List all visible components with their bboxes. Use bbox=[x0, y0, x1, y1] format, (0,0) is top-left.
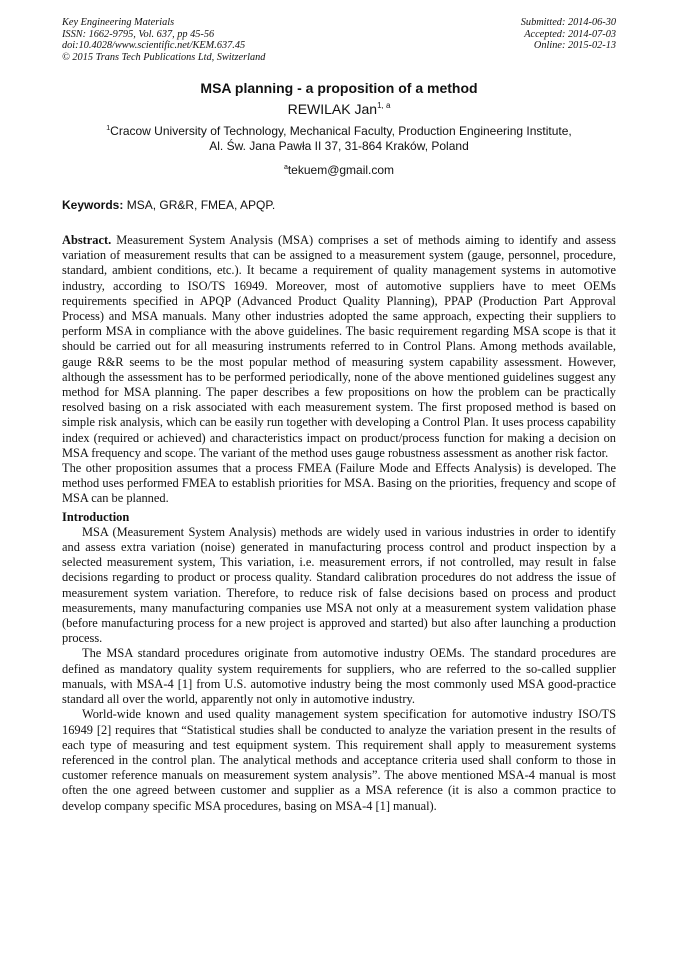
copyright-line: © 2015 Trans Tech Publications Ltd, Switzerland bbox=[62, 51, 266, 63]
submitted-date: Submitted: 2014-06-30 bbox=[520, 17, 616, 28]
affiliation-text-1: Cracow University of Technology, Mechanical Faculty, Production Engineering Institute, bbox=[110, 124, 572, 138]
email-superscript: a bbox=[283, 164, 288, 171]
keywords bbox=[62, 198, 616, 213]
intro-paragraph-1: MSA (Measurement System Analysis) methods are widely used in various industries in order to identify and assess extra variation (noise) generated in manufacturing process control and product inspection by a selected measurement system, This variation, i.e. measurement errors, if not controlled, may result in false decisions regarding to product or process quality. Standard calibration procedures do not address the issue of measurement system variation. Therefore, to reduce risk of false decisions based on process and product measurements, many manufacturing companies use MSA not only at a measurement system validation phase (before manufacturing process for a new project is approved and started) but also after launching a production process. bbox=[62, 524, 616, 646]
author-name: REWILAK Jan bbox=[287, 101, 378, 117]
publication-header bbox=[62, 17, 616, 63]
keywords-label: Keywords: bbox=[62, 198, 124, 212]
abstract bbox=[62, 233, 616, 507]
header-right bbox=[521, 17, 616, 63]
journal-name: Key Engineering Materials bbox=[62, 17, 175, 28]
issn-line: ISSN: 1662-9795, Vol. 637, pp 45-56 bbox=[62, 28, 215, 40]
author-line bbox=[62, 100, 616, 118]
header-left bbox=[62, 17, 265, 63]
email-address: tekuem@gmail.com bbox=[287, 163, 395, 177]
affiliation-line-2: Al. Św. Jana Pawła II 37, 31-864 Kraków, Poland bbox=[209, 139, 469, 153]
introduction-body bbox=[62, 525, 616, 814]
online-date: Online: 2015-02-13 bbox=[533, 40, 616, 51]
author-superscript: 1, a bbox=[377, 101, 391, 110]
abstract-label: Abstract. bbox=[62, 233, 112, 247]
affiliation-line-1 bbox=[62, 124, 616, 139]
abstract-paragraph-1 bbox=[62, 233, 616, 461]
author-email bbox=[62, 163, 616, 178]
intro-paragraph-3: World-wide known and used quality management system specification for automotive industry ISO/TS 16949 [2] requires that “Statistical studies shall be conducted to analyze the variation present in the results of each type of measuring and test equipment system. This requirement shall apply to measurement systems referenced in the control plan. The analytical methods and acceptance criteria used shall conform to those in customer reference manuals on measurement system analysis”. The above mentioned MSA-4 manual is most often the one agreed between customer and supplier as a MSA reference (it is also a common practice to develop company specific MSA procedures, basing on MSA-4 [1] manual). bbox=[62, 707, 616, 813]
affiliation bbox=[62, 124, 616, 154]
abstract-paragraph-2: The other proposition assumes that a process FMEA (Failure Mode and Effects Analysis) is developed. The method uses performed FMEA to establish priorities for MSA. Basing on the priorities, frequency and scope of MSA can be planned. bbox=[62, 461, 616, 506]
abstract-text-1: Measurement System Analysis (MSA) comprises a set of methods aiming to identify and assess variation of measurement results that can be assigned to a measurement system (gauge, personnel, procedure, standard, ambient conditions, etc.). It became a requirement of quality management systems in automotive industry, according to ISO/TS 16949. Moreover, most of automotive suppliers have to meet OEMs requirements specified in APQP (Advanced Product Quality Planning), PPAP (Production Part Approval Process) and MSA manuals. Many other industries adopted the same approach, expecting their suppliers to perform MSA in compliance with the above guidelines. The basic requirement regarding MSA scope is that it should be carried out for all measuring instruments referred to in Control Plans. Among methods available, gauge R&R seems to be the most popular method of measuring system capability assessment. However, although the assessment has to be performed periodically, none of the above mentioned guidelines suggest any method for MSA planning. The paper describes a few propositions on how the problem can be practically resolved basing on a risk associated with each measurement system. The first proposed method is based on simple risk analysis, which can be easily run together with developing a Control Plan. It uses process capability index (required or achieved) and characteristics impact on product/process function for making a decision on MSA frequency and scope. The variant of the method uses gauge robustness assessment as another risk factor. bbox=[62, 233, 616, 460]
affiliation-superscript: 1 bbox=[106, 125, 111, 132]
accepted-date: Accepted: 2014-07-03 bbox=[524, 28, 616, 40]
introduction-heading: Introduction bbox=[62, 509, 130, 524]
paper-title: MSA planning - a proposition of a method bbox=[200, 80, 478, 96]
keywords-text: MSA, GR&R, FMEA, APQP. bbox=[123, 198, 276, 212]
intro-paragraph-2: The MSA standard procedures originate from automotive industry OEMs. The standard procedures are defined as mandatory quality system requirements for suppliers, who are referred to the so-called supplier manuals, with MSA-4 [1] from U.S. automotive industry being the most commonly used MSA good-practice standard all over the world, apparently not only in automotive industry. bbox=[62, 646, 616, 707]
doi-line: doi:10.4028/www.scientific.net/KEM.637.45 bbox=[62, 40, 246, 51]
